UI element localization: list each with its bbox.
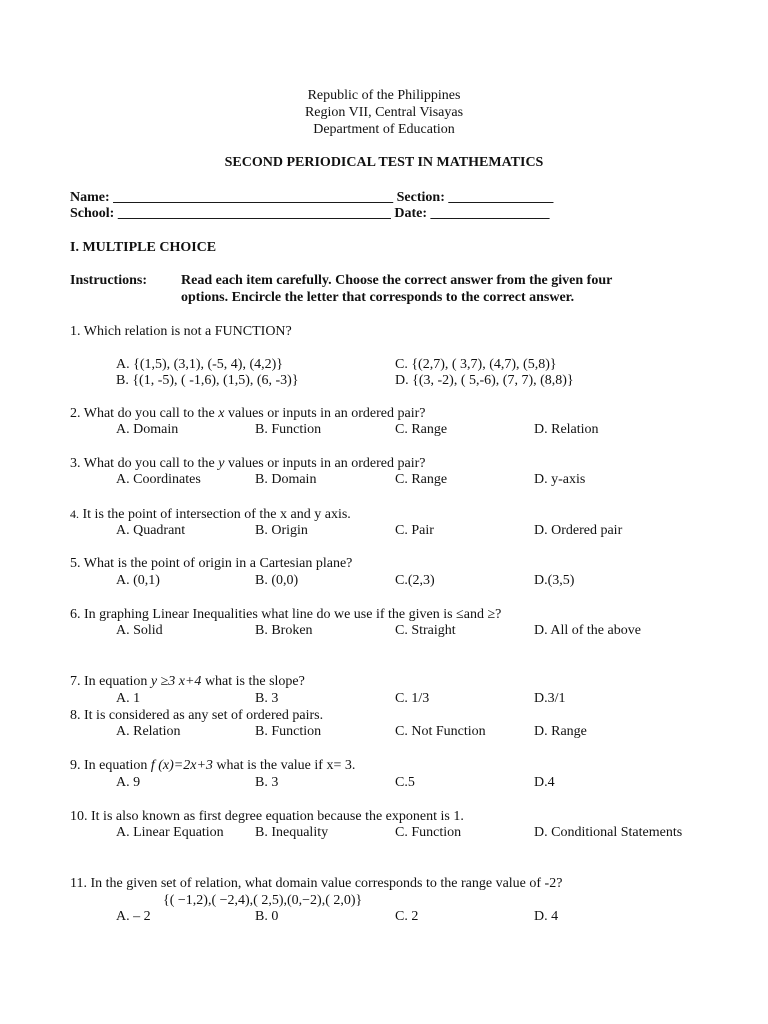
q10-choice-c: C. Function — [395, 825, 462, 840]
instructions-line-1: Read each item carefully. Choose the correct answer from the given four — [181, 273, 613, 288]
question-10: 10. It is also known as first degree equation because the exponent is 1. — [70, 809, 464, 824]
q7-choice-d: D.3/1 — [534, 691, 566, 706]
q9-choice-d: D.4 — [534, 775, 555, 790]
q9-choice-b: B. 3 — [255, 775, 279, 790]
q8-choice-d: D. Range — [534, 724, 587, 739]
question-8: 8. It is considered as any set of ordered pairs. — [70, 708, 324, 723]
q5-choice-b: B. (0,0) — [255, 573, 299, 588]
q1-choice-d: D. {(3, -2), ( 5,-6), (7, 7), (8,8)} — [395, 373, 574, 388]
header-region: Region VII, Central Visayas — [304, 105, 464, 120]
q2-choice-c: C. Range — [395, 422, 448, 437]
school-date-line: School: _______________________________________ Date: _________________ — [70, 206, 550, 221]
q7-choice-a: A. 1 — [116, 691, 141, 706]
q11-choice-a: A. – 2 — [116, 909, 151, 924]
q3-choice-d: D. y-axis — [534, 472, 586, 487]
section-title: I. MULTIPLE CHOICE — [70, 240, 217, 255]
q5-choice-c: C.(2,3) — [395, 573, 435, 588]
q10-choice-d: D. Conditional Statements — [534, 825, 683, 840]
q3-choice-a: A. Coordinates — [116, 472, 201, 487]
q6-choice-c: C. Straight — [395, 623, 456, 638]
q2-choice-d: D. Relation — [534, 422, 599, 437]
name-section-line: Name: ________________________________________ Section: _______________ — [70, 190, 554, 205]
q7-equation: y ≥3 x+4 — [150, 674, 202, 689]
q5-choice-d: D.(3,5) — [534, 573, 575, 588]
question-4: 4. It is the point of intersection of the x and y axis. — [70, 507, 351, 522]
q4-choice-a: A. Quadrant — [116, 523, 186, 538]
page-title: SECOND PERIODICAL TEST IN MATHEMATICS — [224, 155, 544, 170]
q6-choice-b: B. Broken — [255, 623, 313, 638]
q3-choice-c: C. Range — [395, 472, 448, 487]
q9-choice-c: C.5 — [395, 775, 415, 790]
question-1: 1. Which relation is not a FUNCTION? — [70, 324, 292, 339]
instructions-line-2: options. Encircle the letter that corresponds to the correct answer. — [181, 290, 575, 305]
question-6: 6. In graphing Linear Inequalities what line do we use if the given is ≤and ≥? — [70, 607, 502, 622]
q10-choice-a: A. Linear Equation — [116, 825, 224, 840]
q8-choice-c: C. Not Function — [395, 724, 486, 739]
q7-choice-c: C. 1/3 — [395, 691, 430, 706]
q6-choice-a: A. Solid — [116, 623, 163, 638]
question-11: 11. In the given set of relation, what domain value corresponds to the range value of -2? — [70, 876, 563, 891]
q9-equation: f (x)=2x+3 — [150, 758, 213, 773]
question-5: 5. What is the point of origin in a Cartesian plane? — [70, 556, 353, 571]
header-republic: Republic of the Philippines — [307, 88, 461, 103]
question-9: 9. In equation f (x)=2x+3 what is the value if x= 3. — [70, 758, 356, 773]
instructions-label: Instructions: — [70, 273, 148, 288]
q9-choice-a: A. 9 — [116, 775, 141, 790]
q11-relation-set: {( −1,2),( −2,4),( 2,5),(0,−2),( 2,0)} — [163, 893, 363, 908]
question-2: 2. What do you call to the x values or inputs in an ordered pair? — [70, 406, 426, 421]
q5-choice-a: A. (0,1) — [116, 573, 160, 588]
q1-choice-a: A. {(1,5), (3,1), (-5, 4), (4,2)} — [116, 357, 284, 372]
q8-choice-a: A. Relation — [116, 724, 181, 739]
header-department: Department of Education — [313, 122, 455, 137]
q6-choice-d: D. All of the above — [534, 623, 641, 638]
q3-choice-b: B. Domain — [255, 472, 317, 487]
q4-choice-c: C. Pair — [395, 523, 434, 538]
question-7: 7. In equation y ≥3 x+4 what is the slope? — [70, 674, 305, 689]
q1-choice-c: C. {(2,7), ( 3,7), (4,7), (5,8)} — [395, 357, 557, 372]
q10-choice-b: B. Inequality — [255, 825, 329, 840]
q11-choice-d: D. 4 — [534, 909, 559, 924]
q2-choice-a: A. Domain — [116, 422, 179, 437]
q11-choice-c: C. 2 — [395, 909, 419, 924]
q4-choice-b: B. Origin — [255, 523, 308, 538]
q11-choice-b: B. 0 — [255, 909, 279, 924]
q2-choice-b: B. Function — [255, 422, 322, 437]
question-3: 3. What do you call to the y values or inputs in an ordered pair? — [70, 456, 426, 471]
q8-choice-b: B. Function — [255, 724, 322, 739]
q4-choice-d: D. Ordered pair — [534, 523, 623, 538]
q7-choice-b: B. 3 — [255, 691, 279, 706]
q1-choice-b: B. {(1, -5), ( -1,6), (1,5), (6, -3)} — [116, 373, 299, 388]
